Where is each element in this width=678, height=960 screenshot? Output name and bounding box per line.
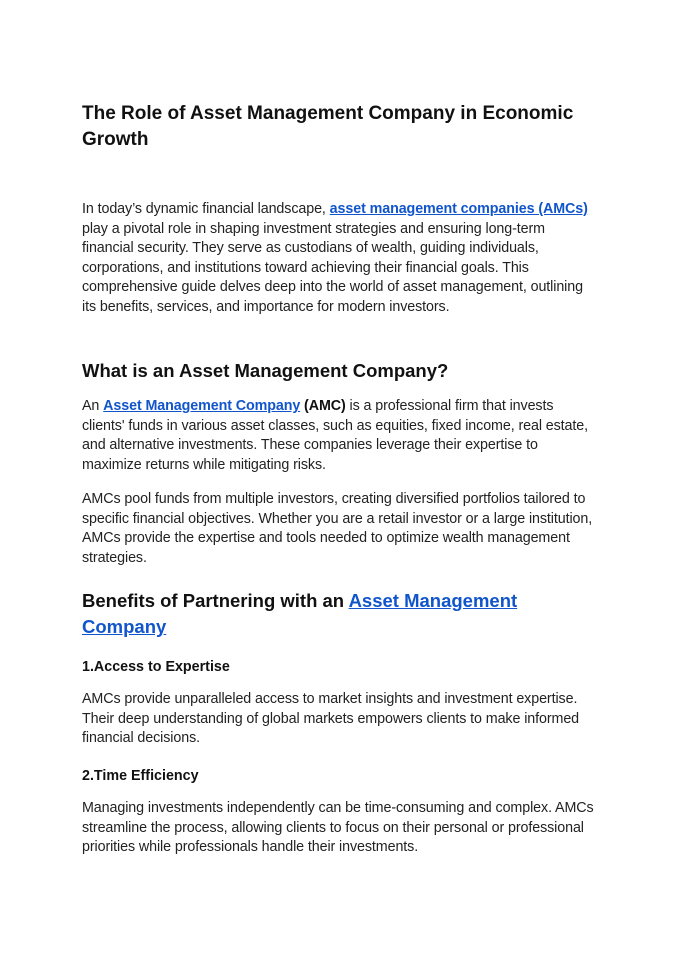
intro-paragraph xyxy=(82,200,596,317)
definition-paragraph xyxy=(82,397,596,475)
asset-management-company-link[interactable]: Asset Management Company xyxy=(103,398,301,414)
benefit-heading-time-efficiency: 2.Time Efficiency xyxy=(82,768,199,784)
benefits-heading-text: Benefits of Partnering with an xyxy=(82,590,349,611)
definition-text-after: is a professional firm that invests clients' funds in various asset classes, such as equities, fixed income, real estate, and alternative investments. These companies leverage their expertise to maximize returns while mitigating risks. xyxy=(82,398,588,473)
intro-text-after: play a pivotal role in shaping investment strategies and ensuring long-term financial security. They serve as custodians of wealth, guiding individuals, corporations, and institutions toward achieving their financial goals. This comprehensive guide delves deep into the world of asset management, outlining its benefits, services, and importance for modern investors. xyxy=(82,220,583,315)
benefit-text-expertise: AMCs provide unparalleled access to market insights and investment expertise. Their deep understanding of global markets empowers clients to make informed financial decisions. xyxy=(82,691,580,746)
benefit-text-time-efficiency: Managing investments independently can be time-consuming and complex. AMCs streamline the process, allowing clients to focus on their personal or professional priorities while professionals handle their investments. xyxy=(82,800,594,855)
section-heading-what-is-amc: What is an Asset Management Company? xyxy=(82,360,449,381)
section-heading-benefits xyxy=(82,588,596,640)
page-title: The Role of Asset Management Company in Economic Growth xyxy=(82,103,574,150)
intro-text-before: In today’s dynamic financial landscape, xyxy=(82,201,330,217)
amc-abbreviation: (AMC) xyxy=(300,398,346,414)
amc-link[interactable]: asset management companies (AMCs) xyxy=(329,201,588,217)
definition-text-before: An xyxy=(82,398,104,414)
pool-funds-paragraph: AMCs pool funds from multiple investors, creating diversified portfolios tailored to specific financial objectives. Whether you are a retail investor or a large institution, AMCs provide the expertise and tools needed to optimize wealth management strategies. xyxy=(82,491,593,566)
benefits-heading-link[interactable]: Asset Management Company xyxy=(82,590,518,637)
benefit-heading-expertise: 1.Access to Expertise xyxy=(82,659,230,675)
